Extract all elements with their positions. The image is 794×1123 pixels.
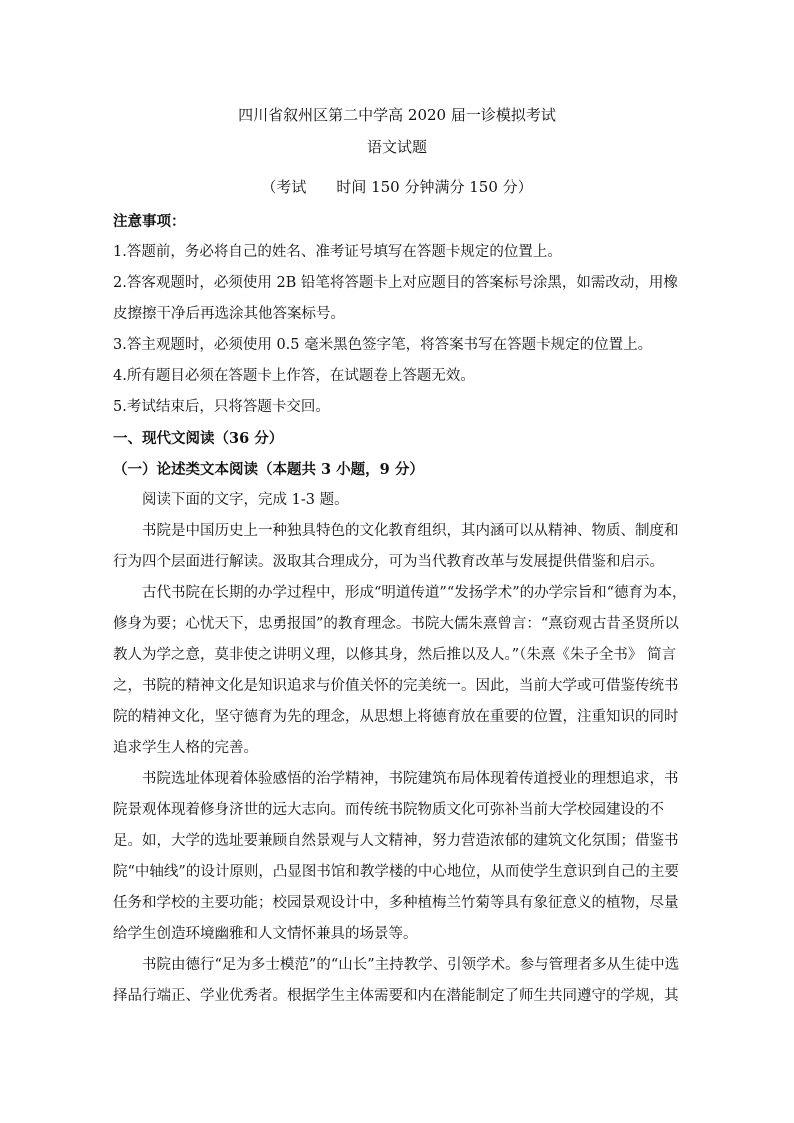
paragraph-3: 书院选址体现着体验感悟的治学精神，书院建筑布局体现着传道授业的理想追求，书院景观体现着修身济世的远大志向。而传统书院物质文化可弥补当前大学校园建设的不足。如，大学的选址要兼顾自然景观与人文精神，努力营造浓郁的建筑文化氛围；借鉴书院“中轴线”的设计原则，凸显图书馆和教学楼的中心地位，从而使学生意识到自己的主要任务和学校的主要功能；校园景观设计中，多种植梅兰竹菊等具有象征意义的植物，尽量给学生创造环境幽雅和人文情怀兼具的场景等。 <box>113 771 679 942</box>
notice-item-4: 4.所有题目必须在答题卡上作答，在试题卷上答题无效。 <box>113 368 475 384</box>
paragraph-4: 书院由德行“足为多士模范”的“山长”主持教学、引领学术。参与管理者多从生徒中选择品行端正、学业优秀者。根据学生主体需要和内在潜能制定了师生共同遵守的学规，其 <box>113 957 680 1004</box>
reading-instruction: 阅读下面的文字，完成 1-3 题。 <box>142 492 349 508</box>
document-body <box>113 206 688 1012</box>
notice-item-2: 2.答客观题时，必须使用 2B 铅笔将答题卡上对应题目的答案标号涂黑，如需改动，用橡皮擦擦干净后再选涂其他答案标号。 <box>113 275 678 322</box>
exam-subtitle: 语文试题 <box>366 138 427 156</box>
exam-title: 四川省叙州区第二中学高 2020 届一诊模拟考试 <box>238 106 556 124</box>
notice-heading: 注意事项： <box>113 213 186 230</box>
paragraph-1: 书院是中国历史上一种独具特色的文化教育组织，其内涵可以从精神、物质、制度和行为四个层面进行解读。汲取其合理成分，可为当代教育改革与发展提供借鉴和启示。 <box>113 523 679 570</box>
notice-item-5: 5.考试结束后，只将答题卡交回。 <box>113 399 330 415</box>
notice-item-3: 3.答主观题时，必须使用 0.5 毫米黑色签字笔，将答案书写在答题卡规定的位置上。 <box>113 337 653 353</box>
paragraph-2: 古代书院在长期的办学过程中，形成“明道传道”“发扬学术”的办学宗旨和“德育为本，修身为要；心忧天下，忠勇报国”的教育理念。书院大儒朱熹曾言：“熹窃观古昔圣贤所以教人为学之意，莫非使之讲明义理，以修其身，然后推以及人。”（朱熹《朱子全书》 简言之，书院的精神文化是知识追求与价值关怀的完美统一。因此，当前大学或可借鉴传统书院的精神文化，坚守德育为先的理念，从思想上将德育放在重要的位置，注重知识的同时追求学生人格的完善。 <box>113 585 687 756</box>
subsection-heading: （一）论述类文本阅读（本题共 3 小题，9 分） <box>113 461 424 478</box>
section-heading: 一、现代文阅读（36 分） <box>113 430 284 447</box>
exam-info: （考试 时间 150 分钟满分 150 分） <box>261 178 533 196</box>
notice-item-1: 1.答题前，务必将自己的姓名、准考证号填写在答题卡规定的位置上。 <box>113 244 562 260</box>
